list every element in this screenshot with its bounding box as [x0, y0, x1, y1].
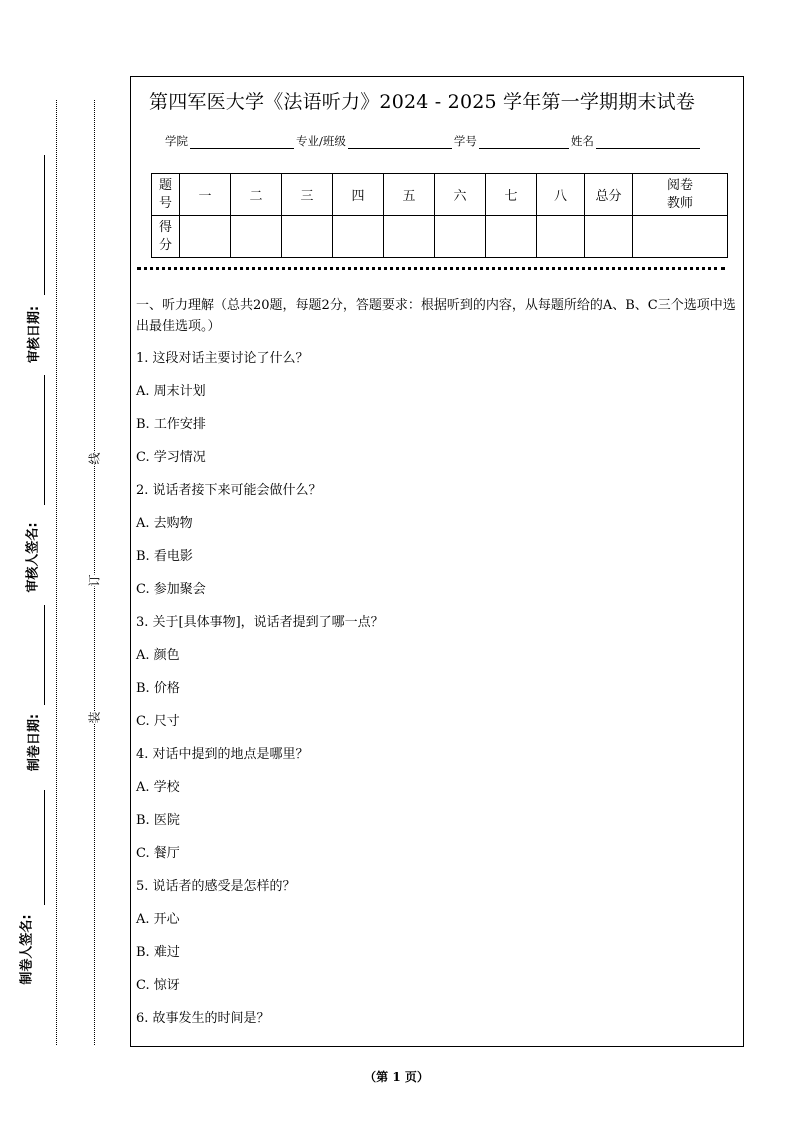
- compile-date-line: [44, 605, 45, 705]
- exam-title: 第四军医大学《法语听力》2024 - 2025 学年第一学期期末试卷: [149, 91, 696, 113]
- answer-option: B. 难过: [136, 945, 180, 960]
- audit-date-line: [44, 155, 45, 295]
- score-col-header: 四: [333, 174, 384, 216]
- binding-bind-char: 装: [84, 711, 105, 723]
- binding-order-char: 订: [84, 574, 105, 586]
- page-number: （第 1 页）: [364, 1070, 429, 1084]
- score-col-header: 三: [282, 174, 333, 216]
- score-col-header: 二: [231, 174, 282, 216]
- student-id-label: 学号: [453, 134, 477, 148]
- compile-date-label: 制卷日期:: [27, 713, 43, 772]
- score-col-header: 一: [180, 174, 231, 216]
- exam-paper: [130, 76, 744, 1047]
- question-stem: 6. 故事发生的时间是？: [136, 1011, 270, 1026]
- binding-inner-dotted-line: [94, 100, 95, 1045]
- section-separator: [137, 267, 725, 270]
- score-cell[interactable]: [537, 216, 585, 258]
- student-info-row: [165, 133, 702, 149]
- score-row-header: 得 分: [152, 216, 180, 258]
- answer-option: C. 参加聚会: [136, 582, 206, 597]
- major-label: 专业/班级: [296, 134, 346, 148]
- answer-option: A. 周末计划: [136, 384, 206, 399]
- score-cell[interactable]: [486, 216, 537, 258]
- answer-option: B. 工作安排: [136, 417, 206, 432]
- answer-option: B. 价格: [136, 681, 180, 696]
- question-stem: 5. 说话者的感受是怎样的？: [136, 879, 296, 894]
- section-heading: 一、听力理解（总共20题，每题2分，答题要求：根据听到的内容，从每题所给的A、B、C三个选项中选出最佳选项。）: [136, 298, 736, 334]
- question-number-header: 题 号: [152, 174, 180, 216]
- college-field[interactable]: [190, 136, 294, 149]
- student-id-field[interactable]: [479, 136, 569, 149]
- compiler-signature-label: 制卷人签名:: [19, 914, 35, 985]
- question-stem: 3. 关于[具体事物]，说话者提到了哪一点？: [136, 615, 384, 630]
- total-score-cell[interactable]: [585, 216, 633, 258]
- score-cell[interactable]: [282, 216, 333, 258]
- total-score-header: 总分: [585, 174, 633, 216]
- college-label: 学院: [165, 134, 188, 148]
- major-field[interactable]: [348, 136, 452, 149]
- answer-option: B. 看电影: [136, 549, 193, 564]
- score-col-header: 七: [486, 174, 537, 216]
- score-table: [151, 173, 728, 258]
- name-field[interactable]: [596, 136, 700, 149]
- answer-option: A. 学校: [136, 780, 180, 795]
- score-col-header: 八: [537, 174, 585, 216]
- question-stem: 2. 说话者接下来可能会做什么？: [136, 483, 322, 498]
- compiler-signature-line: [44, 790, 45, 905]
- auditor-signature-line: [44, 375, 45, 505]
- score-cell[interactable]: [435, 216, 486, 258]
- score-col-header: 五: [384, 174, 435, 216]
- grader-header: 阅卷 教师: [633, 174, 728, 216]
- answer-option: A. 颜色: [136, 648, 180, 663]
- answer-option: B. 医院: [136, 813, 180, 828]
- question-stem: 1. 这段对话主要讨论了什么？: [136, 351, 309, 366]
- score-cell[interactable]: [333, 216, 384, 258]
- question-stem: 4. 对话中提到的地点是哪里？: [136, 747, 309, 762]
- answer-option: A. 开心: [136, 912, 180, 927]
- audit-date-label: 审核日期:: [27, 305, 43, 364]
- auditor-signature-label: 审核人签名:: [25, 522, 41, 593]
- score-col-header: 六: [435, 174, 486, 216]
- grader-cell[interactable]: [633, 216, 728, 258]
- question-list: [136, 295, 742, 1041]
- score-cell[interactable]: [231, 216, 282, 258]
- answer-option: C. 餐厅: [136, 846, 180, 861]
- answer-option: C. 学习情况: [136, 450, 206, 465]
- score-cell[interactable]: [180, 216, 231, 258]
- binding-outer-dotted-line: [56, 100, 57, 1045]
- score-cell[interactable]: [384, 216, 435, 258]
- name-label: 姓名: [570, 134, 594, 148]
- answer-option: C. 惊讶: [136, 978, 180, 993]
- answer-option: C. 尺寸: [136, 714, 180, 729]
- answer-option: A. 去购物: [136, 516, 193, 531]
- binding-line-char: 线: [84, 452, 105, 464]
